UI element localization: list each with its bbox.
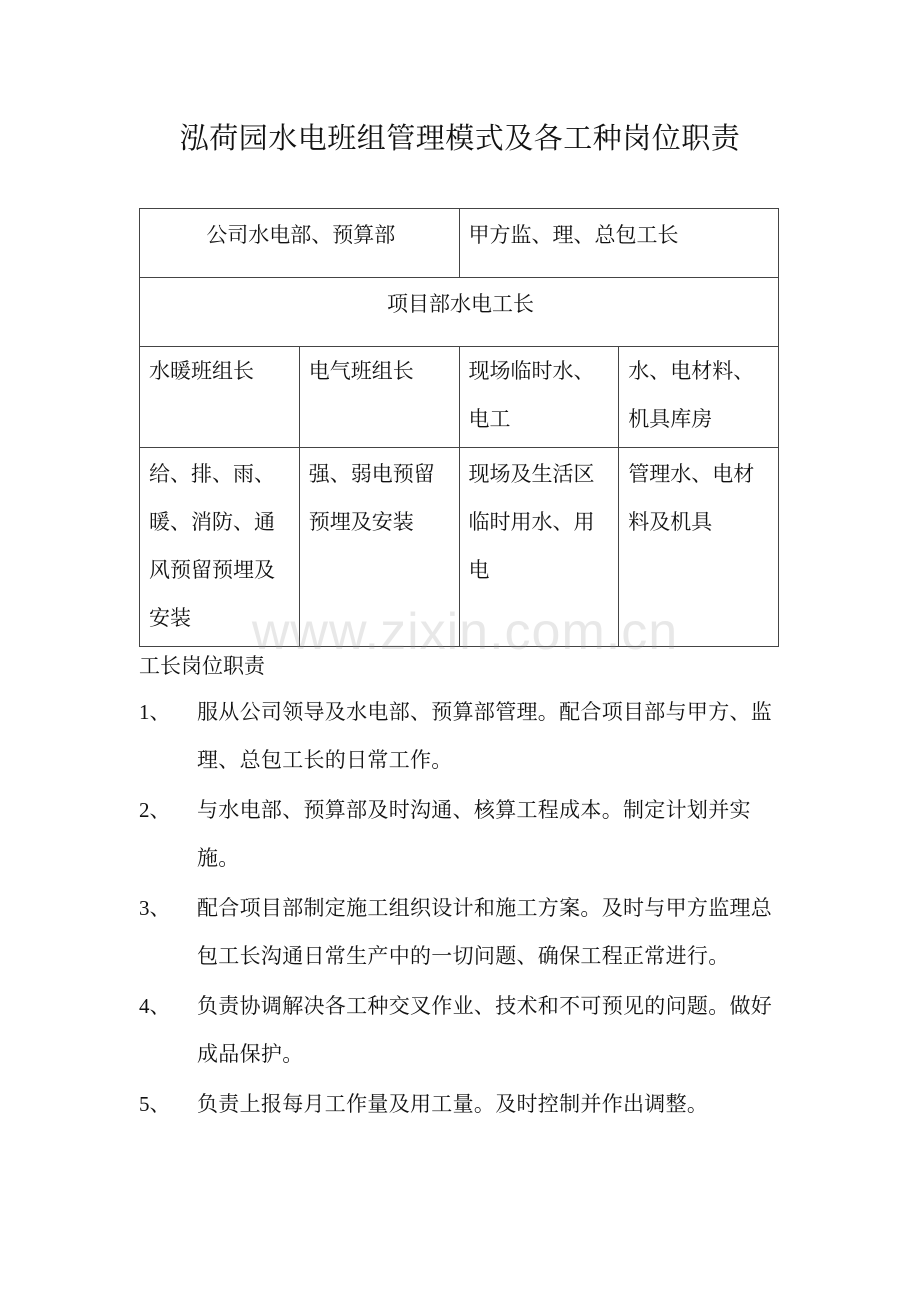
list-item-number: 1、 (139, 700, 171, 724)
list-item-text: 与水电部、预算部及时沟通、核算工程成本。制定计划并实施。 (197, 798, 751, 870)
team-duty-cell: 强、弱电预留预埋及安装 (299, 448, 459, 647)
list-item-text: 负责协调解决各工种交叉作业、技术和不可预见的问题。做好成品保护。 (197, 994, 773, 1066)
list-item-text: 配合项目部制定施工组织设计和施工方案。及时与甲方监理总包工长沟通日常生产中的一切问题、确保工程正常进行。 (197, 896, 773, 968)
list-item-number: 3、 (139, 896, 171, 920)
list-item (139, 1080, 784, 1128)
team-cell: 水暖班组长 (140, 347, 300, 448)
list-item (139, 982, 784, 1078)
team-cell: 现场临时水、电工 (459, 347, 619, 448)
list-item-text: 服从公司领导及水电部、预算部管理。配合项目部与甲方、监理、总包工长的日常工作。 (197, 700, 773, 772)
table-row (140, 209, 779, 278)
team-duty-cell: 管理水、电材料及机具 (619, 448, 779, 647)
list-item-number: 4、 (139, 994, 171, 1018)
table-row (140, 347, 779, 448)
list-item-number: 5、 (139, 1092, 171, 1116)
company-department-cell: 公司水电部、预算部 (140, 209, 460, 278)
client-supervisor-cell: 甲方监、理、总包工长 (459, 209, 779, 278)
team-duty-cell: 现场及生活区临时用水、用电 (459, 448, 619, 647)
list-item (139, 688, 784, 784)
org-structure-table (139, 208, 779, 647)
team-duty-cell: 给、排、雨、暖、消防、通风预留预埋及安装 (140, 448, 300, 647)
section-title: 工长岗位职责 (139, 654, 265, 678)
watermark: www.zixin.com.cn (251, 603, 679, 661)
list-item-text: 负责上报每月工作量及用工量。及时控制并作出调整。 (197, 1092, 709, 1116)
list-item-number: 2、 (139, 798, 171, 822)
team-cell: 水、电材料、机具库房 (619, 347, 779, 448)
table-row (140, 278, 779, 347)
project-foreman-cell: 项目部水电工长 (140, 278, 779, 347)
list-item (139, 884, 784, 980)
table-row (140, 448, 779, 647)
duty-list (139, 688, 784, 1130)
list-item (139, 786, 784, 882)
team-cell: 电气班组长 (299, 347, 459, 448)
page-title: 泓荷园水电班组管理模式及各工种岗位职责 (179, 121, 741, 155)
